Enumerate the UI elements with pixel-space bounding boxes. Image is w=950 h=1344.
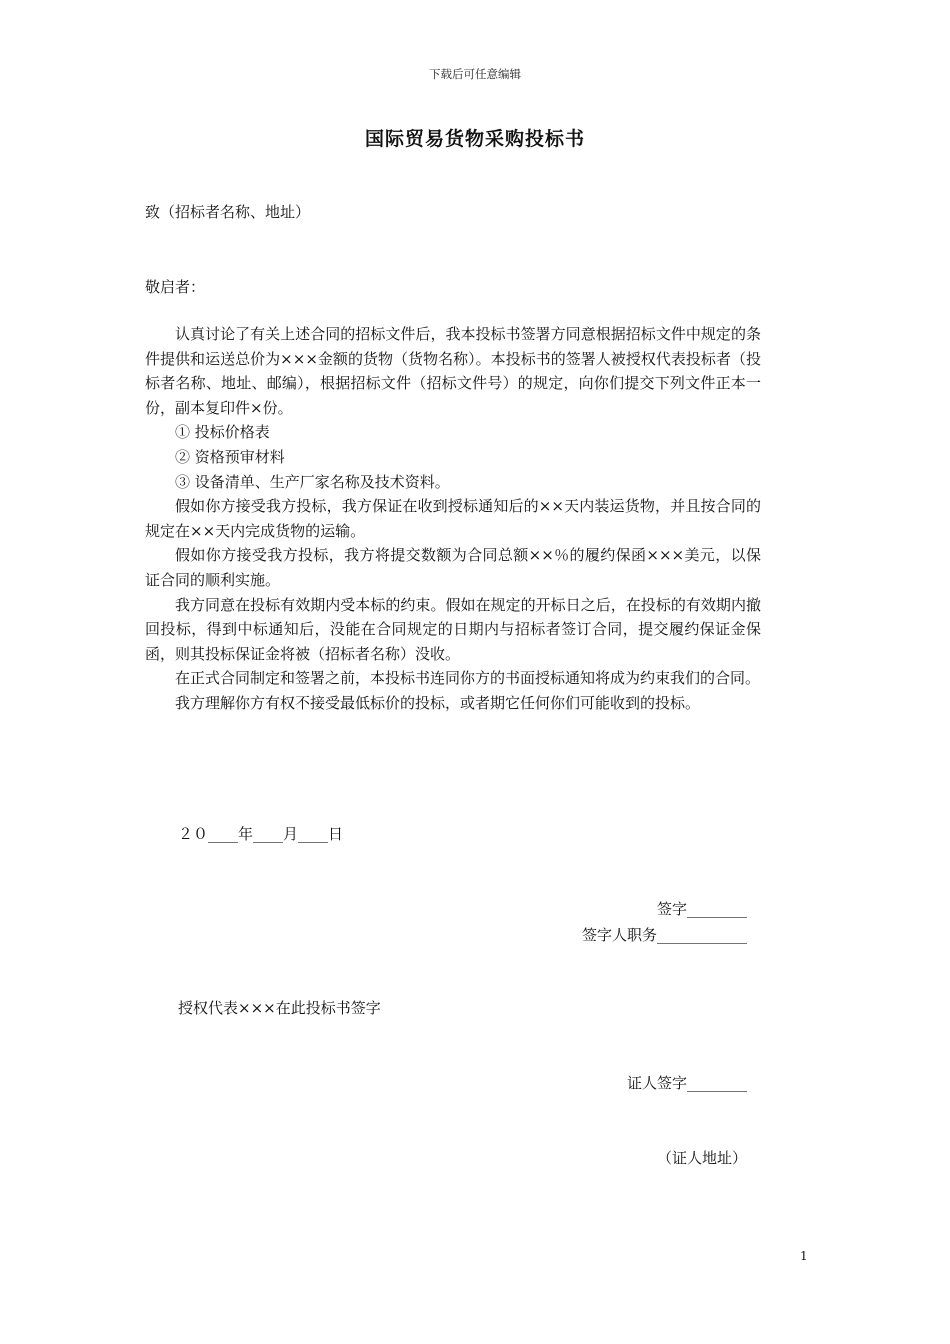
- witness-address: （证人地址）: [656, 1149, 747, 1167]
- paragraph-5: 在正式合同制定和签署之前，本投标书连同你方的书面授标通知将成为约束我们的合同。: [175, 669, 761, 688]
- authorized-rep-line: 授权代表×××在此投标书签字: [178, 999, 381, 1017]
- header-note: 下载后可任意编辑: [429, 67, 521, 81]
- paragraph-6: 我方理解你方有权不接受最低标价的投标，或者期它任何你们可能收到的投标。: [175, 693, 701, 712]
- document-title: 国际贸易货物采购投标书: [364, 128, 585, 150]
- body-text: [145, 322, 761, 716]
- signature-line: 签字________: [656, 900, 747, 918]
- salutation: 敬启者：: [145, 278, 206, 296]
- paragraph-2: 假如你方接受我方投标，我方保证在收到授标通知后的××天内装运货物，并且按合同的规定在××天内完成货物的运输。: [145, 497, 761, 540]
- recipient-line: 致（招标者名称、地址）: [145, 203, 311, 221]
- list-item-2: ② 资格预审材料: [175, 447, 285, 466]
- page-number: 1: [800, 1249, 808, 1263]
- paragraph-4: 我方同意在投标有效期内受本标的约束。假如在规定的开标日之后，在投标的有效期内撤回投标，得到中标通知后，没能在合同规定的日期内与招标者签订合同，提交履约保证金保函，则其投标保证金将被（招标者名称）没收。: [145, 595, 761, 663]
- list-item-3: ③ 设备清单、生产厂家名称及技术资料。: [175, 472, 450, 491]
- signer-title-line: 签字人职务____________: [581, 926, 747, 944]
- paragraph-3: 假如你方接受我方投标，我方将提交数额为合同总额××％的履约保函×××美元，以保证合同的顺利实施。: [145, 546, 761, 589]
- date-line: ２０____年____月____日: [178, 825, 344, 843]
- paragraph-1: 认真讨论了有关上述合同的招标文件后，我本投标书签署方同意根据招标文件中规定的条件提供和运送总价为×××金额的货物（货物名称）。本投标书的签署人被授权代表投标者（投标者名称、地址、邮编），根据招标文件（招标文件号）的规定，向你们提交下列文件正本一份，副本复印件×份。: [145, 325, 761, 417]
- list-item-1: ① 投标价格表: [175, 423, 270, 442]
- witness-signature-line: 证人签字________: [626, 1074, 747, 1092]
